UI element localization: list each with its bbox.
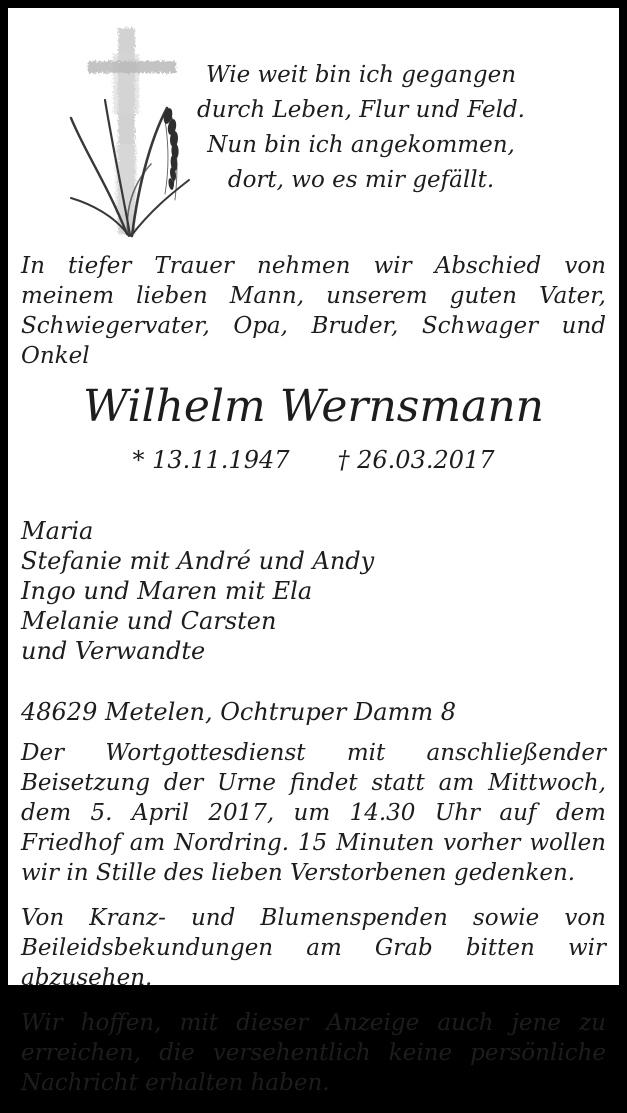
service-information [21, 738, 606, 1113]
notice-paper [8, 8, 619, 1096]
mourner-line-4: Melanie und Carsten [21, 607, 277, 635]
memorial-verse [123, 58, 599, 198]
mourning-intro-text: In tiefer Trauer nehmen wir Abschied von meinem lieben Mann, unserem guten Vater, Schwiegervater, Opa, Bruder, Schwager und Onkel [21, 253, 606, 369]
verse-line-1: Wie weit bin ich gegangen [205, 62, 517, 88]
mourner-line-3: Ingo und Maren mit Ela [21, 577, 313, 605]
mourners-list [21, 516, 374, 666]
family-address: 48629 Metelen, Ochtruper Damm 8 [21, 698, 456, 726]
mourner-line-2: Stefanie mit André und Andy [21, 547, 375, 575]
verse-line-4: dort, wo es mir gefällt. [227, 167, 495, 193]
birth-date: * 13.11.1947 [132, 446, 290, 474]
mourner-line-5: und Verwandte [21, 637, 206, 665]
verse-line-2: durch Leben, Flur und Feld. [197, 97, 525, 123]
donations-paragraph: Von Kranz- und Blumenspenden sowie von Beileidsbekundungen am Grab bitten wir abzusehen. [21, 905, 606, 991]
notification-paragraph: Wir hoffen, mit dieser Anzeige auch jene zu erreichen, die versehentlich keine persönliche Nachricht erhalten haben. [21, 1010, 606, 1096]
deceased-name: Wilhelm Wernsmann [82, 381, 544, 432]
life-dates [8, 446, 619, 474]
verse-line-3: Nun bin ich angekommen, [207, 132, 515, 158]
service-details-paragraph: Der Wortgottesdienst mit anschließender Beisetzung der Urne findet statt am Mittwoch, dem 5. April 2017, um 14.30 Uhr auf dem Friedhof am Nordring. 15 Minuten vorher wollen wir in Stille des lieben Verstorbenen gedenken. [21, 740, 606, 886]
death-date: † 26.03.2017 [337, 446, 495, 474]
mourner-line-1: Maria [21, 517, 94, 545]
